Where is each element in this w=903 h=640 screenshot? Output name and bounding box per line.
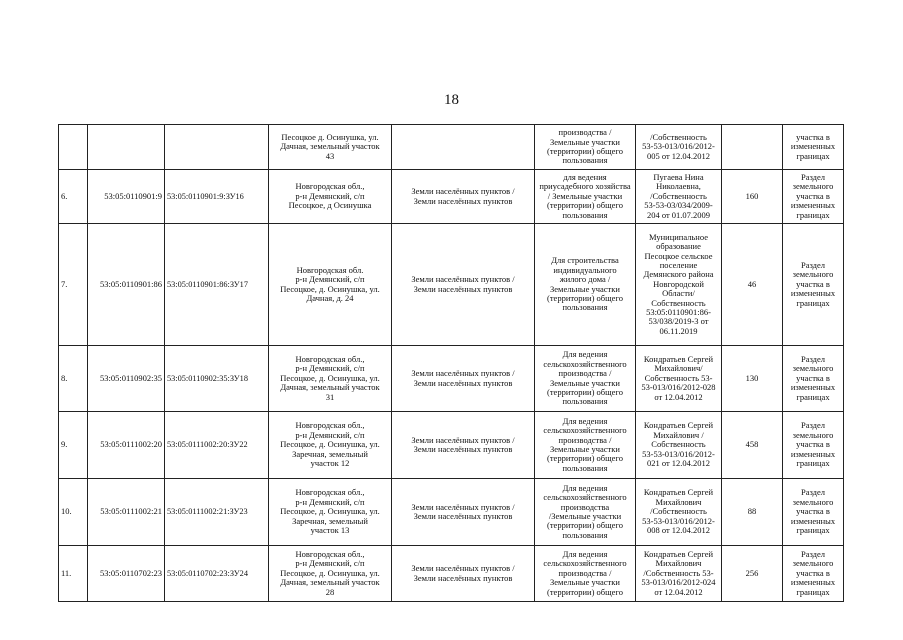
page-number: 18	[444, 92, 459, 108]
table-row	[59, 224, 844, 346]
permitted-use: Для ведения сельскохозяйственного производства / Земельные участки (территории) общего	[535, 546, 636, 602]
formation-method: Раздел земельного участка в измененных границах	[783, 170, 844, 224]
formation-method: Раздел земельного участка в измененных границах	[783, 224, 844, 346]
new-plot-designation: 53:05:0110901:9:ЗУ16	[165, 170, 269, 224]
formation-method: Раздел земельного участка в измененных границах	[783, 412, 844, 479]
ownership-record: Кондратьев Сергей Михайлович /Собственность 53-53-013/016/2012- 008 от 12.04.2012	[636, 479, 722, 546]
plot-area	[722, 125, 783, 170]
new-plot-designation: 53:05:0111002:21:ЗУ23	[165, 479, 269, 546]
plot-area: 256	[722, 546, 783, 602]
source-cadastral-number: 53:05:0111002:21	[88, 479, 165, 546]
table-row	[59, 346, 844, 412]
ownership-record: Кондратьев Сергей Михайлович /Собственность 53- 53-013/016/2012-024 от 12.04.2012	[636, 546, 722, 602]
plot-area: 130	[722, 346, 783, 412]
permitted-use: Для ведения сельскохозяйственного производства /Земельные участки (территории) общего пользования	[535, 479, 636, 546]
row-number	[59, 125, 88, 170]
formation-method: Раздел земельного участка в измененных границах	[783, 346, 844, 412]
table-row	[59, 170, 844, 224]
source-cadastral-number: 53:05:0110901:9	[88, 170, 165, 224]
formation-method: участка в измененных границах	[783, 125, 844, 170]
ownership-record: Кондратьев Сергей Михайлович/ Собственность 53- 53-013/016/2012-028 от 12.04.2012	[636, 346, 722, 412]
plot-address: Новгородская обл., р-н Демянский, с/п Песоцкое, д. Осинушка, ул. Заречная, земельный участок 13	[269, 479, 392, 546]
new-plot-designation: 53:05:0111002:20:ЗУ22	[165, 412, 269, 479]
land-category: Земли населённых пунктов / Земли населённых пунктов	[392, 412, 535, 479]
plot-address: Новгородская обл., р-н Демянский, с/п Песоцкое, д. Осинушка, ул. Дачная, земельный участок 28	[269, 546, 392, 602]
new-plot-designation	[165, 125, 269, 170]
source-cadastral-number: 53:05:0110902:35	[88, 346, 165, 412]
ownership-record: Кондратьев Сергей Михайлович / Собственность 53-53-013/016/2012- 021 от 12.04.2012	[636, 412, 722, 479]
source-cadastral-number	[88, 125, 165, 170]
land-category: Земли населённых пунктов / Земли населённых пунктов	[392, 170, 535, 224]
plot-address: Новгородская обл. р-н Демянский, с/п Песоцкое, д. Осинушка, ул. Дачная, д. 24	[269, 224, 392, 346]
plot-address: Новгородская обл., р-н Демянский, с/п Песоцкое, д Осинушка	[269, 170, 392, 224]
table-row	[59, 125, 844, 170]
source-cadastral-number: 53:05:0111002:20	[88, 412, 165, 479]
plot-address: Новгородская обл., р-н Демянский, с/п Песоцкое, д. Осинушка, ул. Дачная, земельный участок 31	[269, 346, 392, 412]
row-number: 10.	[59, 479, 88, 546]
permitted-use: Для ведения сельскохозяйственного производства / Земельные участки (территории) общего пользования	[535, 346, 636, 412]
new-plot-designation: 53:05:0110901:86:ЗУ17	[165, 224, 269, 346]
land-category	[392, 125, 535, 170]
land-category: Земли населённых пунктов / Земли населённых пунктов	[392, 224, 535, 346]
row-number: 8.	[59, 346, 88, 412]
ownership-record: Пугаева Нина Николаевна, /Собственность 53-53-03/034/2009- 204 от 01.07.2009	[636, 170, 722, 224]
source-cadastral-number: 53:05:0110702:23	[88, 546, 165, 602]
row-number: 11.	[59, 546, 88, 602]
ownership-record: /Собственность 53-53-013/016/2012- 005 от 12.04.2012	[636, 125, 722, 170]
table-row	[59, 479, 844, 546]
formation-method: Раздел земельного участка в измененных границах	[783, 546, 844, 602]
plot-area: 160	[722, 170, 783, 224]
land-category: Земли населённых пунктов / Земли населённых пунктов	[392, 546, 535, 602]
table-row	[59, 412, 844, 479]
row-number: 7.	[59, 224, 88, 346]
land-category: Земли населённых пунктов / Земли населённых пунктов	[392, 479, 535, 546]
permitted-use: производства / Земельные участки (территории) общего пользования	[535, 125, 636, 170]
land-category: Земли населённых пунктов / Земли населённых пунктов	[392, 346, 535, 412]
new-plot-designation: 53:05:0110902:35:ЗУ18	[165, 346, 269, 412]
source-cadastral-number: 53:05:0110901:86	[88, 224, 165, 346]
permitted-use: Для ведения сельскохозяйственного производства / Земельные участки (территории) общего пользования	[535, 412, 636, 479]
land-plots-table	[58, 124, 844, 602]
formation-method: Раздел земельного участка в измененных границах	[783, 479, 844, 546]
row-number: 9.	[59, 412, 88, 479]
row-number: 6.	[59, 170, 88, 224]
plot-area: 46	[722, 224, 783, 346]
plot-area: 458	[722, 412, 783, 479]
plot-area: 88	[722, 479, 783, 546]
plot-address: Новгородская обл., р-н Демянский, с/п Песоцкое, д. Осинушка, ул. Заречная, земельный участок 12	[269, 412, 392, 479]
table-row	[59, 546, 844, 602]
plot-address: Песоцкое д. Осинушка, ул. Дачная, земельный участок 43	[269, 125, 392, 170]
permitted-use: для ведения приусадебного хозяйства / Земельные участки (территории) общего пользования	[535, 170, 636, 224]
new-plot-designation: 53:05:0110702:23:ЗУ24	[165, 546, 269, 602]
ownership-record: Муниципальное образование Песоцкое сельское поселение Демянского района Новгородской Области/ Собственность 53:05:0110901:86- 53/038/2019-3 от 06.11.2019	[636, 224, 722, 346]
permitted-use: Для строительства индивидуального жилого дома / Земельные участки (территории) общего пользования	[535, 224, 636, 346]
